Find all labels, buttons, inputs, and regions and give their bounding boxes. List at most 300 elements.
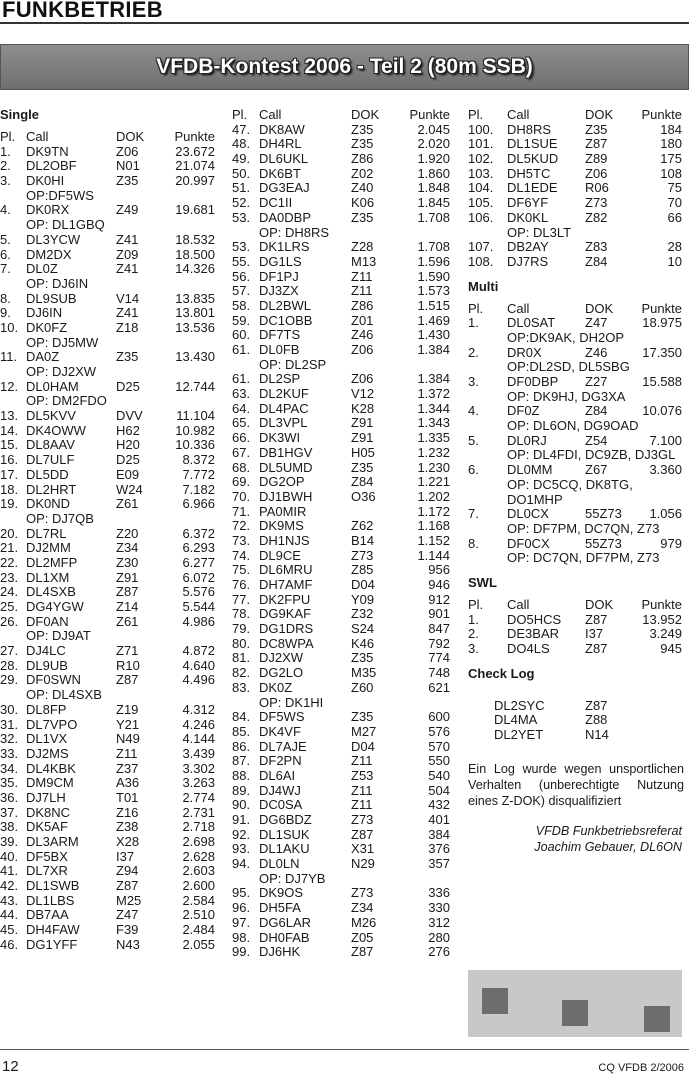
result-dok: Z35	[351, 209, 374, 225]
result-rank: 59.	[232, 312, 251, 328]
result-dok: Z49	[116, 202, 139, 218]
result-dok: Z35	[351, 650, 374, 666]
result-call: DE3BAR	[507, 626, 560, 642]
result-dok: Z11	[116, 745, 138, 761]
result-row	[232, 740, 450, 755]
result-rank: 105.	[468, 195, 494, 211]
result-rank: 2.	[0, 158, 11, 174]
result-rank: 53.	[232, 239, 251, 255]
result-punkte: 2.510	[182, 907, 215, 923]
result-row	[468, 375, 682, 390]
result-punkte: 3.360	[649, 462, 682, 478]
single-title: Single	[0, 107, 40, 122]
result-dok: Z46	[351, 327, 374, 343]
result-call: DH0FAB	[259, 929, 310, 945]
operator-text: OP: DL6ON, DG9OAD	[507, 418, 639, 434]
result-dok: Z84	[351, 474, 374, 490]
result-dok: Z85	[351, 562, 374, 578]
result-call: DB1HGV	[259, 444, 313, 460]
result-dok: Z86	[351, 151, 374, 167]
result-call: DH8RS	[507, 121, 552, 137]
result-row	[232, 651, 450, 666]
result-dok: Z71	[116, 643, 139, 659]
result-dok: Z46	[585, 344, 608, 360]
result-dok: Z35	[351, 709, 374, 725]
operator-text: OP: DJ6IN	[26, 275, 89, 291]
result-call: DF0Z	[507, 403, 540, 419]
result-rank: 53.	[232, 209, 251, 225]
disqualification-note: Ein Log wurde wegen unsportlichen Verhalten (unberechtigte Nutzung eines Z-DOK) disqualifiziert	[468, 761, 684, 808]
result-rank: 38.	[0, 819, 19, 835]
result-punkte: 108	[660, 165, 682, 181]
result-rank: 9.	[0, 305, 11, 321]
result-dok: DVV	[116, 408, 143, 424]
header-punkte: Punkte	[174, 129, 215, 144]
result-row	[0, 233, 215, 248]
result-row	[232, 784, 450, 799]
result-call: DC0SA	[259, 797, 303, 813]
result-rank: 68.	[232, 459, 251, 475]
result-dok: I37	[585, 626, 604, 642]
result-call: DF5WS	[259, 709, 305, 725]
result-punkte: 3.302	[182, 760, 215, 776]
result-rank: 76.	[232, 577, 251, 592]
result-row	[0, 820, 215, 835]
result-call: DL7ULF	[26, 452, 75, 468]
result-call: DG9KAF	[259, 606, 312, 622]
result-call: DR0X	[507, 344, 542, 360]
result-row	[232, 123, 450, 138]
result-call: DM2DX	[26, 246, 72, 262]
result-punkte: 4.246	[182, 716, 215, 732]
result-punkte: 4.312	[182, 701, 215, 717]
result-rank: 92.	[232, 826, 251, 842]
result-row	[232, 505, 450, 520]
result-punkte: 1.845	[417, 195, 450, 211]
result-call: DG3EAJ	[259, 180, 310, 196]
result-dok: Z16	[116, 804, 139, 820]
result-punkte: 1.230	[417, 459, 450, 475]
result-rank: 1.	[468, 315, 479, 331]
result-rank: 61.	[232, 342, 251, 357]
result-punkte: 7.182	[182, 481, 215, 497]
operator-line	[0, 218, 215, 233]
result-punkte: 1.344	[417, 400, 450, 416]
result-call: DM9CM	[26, 775, 74, 791]
result-dok: Z35	[116, 173, 139, 189]
result-dok: Z53	[351, 767, 374, 783]
result-rank: 29.	[0, 672, 19, 688]
result-dok: 55Z73	[585, 535, 622, 551]
result-dok: Z11	[351, 268, 373, 284]
result-call: DA0Z	[26, 349, 60, 365]
result-dok: T01	[116, 789, 139, 805]
result-call: DL4KBK	[26, 760, 76, 776]
result-row	[232, 637, 450, 652]
result-rank: 16.	[0, 452, 19, 468]
header-call: Call	[26, 129, 49, 144]
result-rank: 25.	[0, 599, 19, 614]
result-punkte: 15.588	[642, 374, 682, 389]
result-call: DK0KL	[507, 209, 549, 225]
result-call: DJ4WJ	[259, 782, 301, 798]
result-rank: 36.	[0, 789, 19, 805]
result-call: DL0MM	[507, 462, 553, 478]
result-dok: Z27	[585, 374, 608, 389]
result-call: DL0CX	[507, 506, 549, 522]
result-row	[0, 468, 215, 483]
result-rank: 2.	[468, 344, 479, 360]
result-dok: Z87	[116, 672, 139, 688]
result-call: DL1SUK	[259, 826, 310, 842]
result-rank: 91.	[232, 812, 251, 827]
header-call: Call	[507, 596, 530, 612]
result-rank: 11.	[0, 349, 18, 365]
result-punkte: 18.500	[175, 246, 215, 262]
result-row	[0, 321, 215, 336]
result-call: DK9TN	[26, 143, 69, 159]
result-rank: 104.	[468, 180, 494, 196]
result-row	[232, 857, 450, 872]
result-dok: M35	[351, 665, 377, 681]
page-number: 12	[2, 1058, 19, 1075]
result-call: DL0HAM	[26, 378, 79, 394]
result-row	[232, 387, 450, 402]
checklog-row	[468, 713, 682, 728]
result-punkte: 540	[428, 767, 450, 783]
result-rank: 2.	[468, 626, 479, 642]
result-rank: 1.	[0, 143, 11, 159]
result-row	[468, 123, 682, 138]
result-rank: 89.	[232, 782, 251, 798]
result-rank: 73.	[232, 532, 251, 548]
result-call: DJ1BWH	[259, 488, 313, 504]
result-punkte: 184	[660, 121, 682, 137]
result-rank: 106.	[468, 209, 494, 225]
result-rank: 1.	[468, 611, 479, 627]
operator-line	[232, 358, 450, 373]
result-dok: B14	[351, 532, 375, 548]
result-call: DL5DD	[26, 466, 69, 482]
result-rank: 43.	[0, 892, 19, 908]
result-row	[468, 211, 682, 226]
result-call: DL1XM	[26, 569, 70, 585]
operator-text: OP: DL4FDI, DC9ZB, DJ3GL	[507, 447, 676, 463]
result-dok: M27	[351, 723, 377, 739]
result-dok: K46	[351, 635, 375, 651]
result-rank: 7.	[468, 506, 479, 522]
result-row	[232, 578, 450, 593]
result-punkte: 66	[667, 209, 682, 225]
result-row	[0, 571, 215, 586]
result-rank: 100.	[468, 121, 494, 137]
result-dok: Z83	[585, 239, 608, 255]
result-rank: 85.	[232, 723, 251, 739]
result-row	[232, 593, 450, 608]
result-punkte: 3.263	[182, 775, 215, 791]
result-punkte: 600	[428, 709, 450, 725]
results-column-1	[0, 108, 215, 953]
operator-line	[0, 365, 215, 380]
result-punkte: 1.708	[417, 209, 450, 225]
result-row	[232, 284, 450, 299]
result-call: DL5KVV	[26, 408, 76, 424]
result-rank: 32.	[0, 731, 19, 747]
result-call: DL5KUD	[507, 151, 559, 167]
result-row	[232, 798, 450, 813]
result-rank: 33.	[0, 745, 19, 761]
result-dok: D25	[116, 452, 140, 468]
result-rank: 79.	[232, 621, 251, 637]
result-punkte: 6.072	[182, 569, 215, 585]
result-call: DG1YFF	[26, 936, 78, 952]
result-rank: 81.	[232, 650, 251, 666]
operator-text: OP: DL3LT	[507, 224, 572, 240]
operator-text: OP:DK9AK, DH2OP	[507, 329, 625, 345]
result-call: DG4YGW	[26, 599, 84, 614]
result-dok: X31	[351, 841, 375, 857]
result-dok: V14	[116, 290, 140, 306]
multi-list	[468, 316, 682, 566]
result-row	[468, 152, 682, 167]
result-dok: Z40	[351, 180, 374, 196]
result-dok: N29	[351, 856, 375, 872]
result-rank: 90.	[232, 797, 251, 813]
result-rank: 14.	[0, 422, 19, 438]
result-row	[468, 627, 682, 642]
operator-line	[468, 522, 682, 537]
result-row	[0, 879, 215, 894]
result-rank: 46.	[0, 936, 19, 952]
operator-line	[232, 226, 450, 241]
result-row	[468, 434, 682, 449]
result-call: DG6BDZ	[259, 812, 312, 827]
result-rank: 3.	[468, 374, 479, 389]
result-rank: 15.	[0, 437, 19, 453]
result-punkte: 432	[428, 797, 450, 813]
result-punkte: 1.920	[417, 151, 450, 167]
operator-line	[0, 629, 215, 644]
single-list-2	[232, 123, 450, 960]
result-row	[232, 754, 450, 769]
result-dok: S24	[351, 621, 375, 637]
result-punkte: 2.600	[182, 878, 215, 894]
result-row	[232, 211, 450, 226]
result-call: DL2KUF	[259, 386, 309, 402]
result-row	[0, 923, 215, 938]
result-punkte: 19.681	[175, 202, 215, 218]
result-rank: 84.	[232, 709, 251, 725]
result-rank: 24.	[0, 584, 19, 600]
result-dok: A36	[116, 775, 140, 791]
result-rank: 61.	[232, 371, 251, 387]
result-dok: R06	[585, 180, 609, 196]
result-punkte: 12.744	[175, 378, 215, 394]
result-rank: 31.	[0, 716, 19, 732]
result-dok: Z87	[585, 641, 608, 656]
result-dok: O36	[351, 488, 376, 504]
result-row	[0, 600, 215, 615]
result-call: DL6AI	[259, 767, 296, 783]
result-dok: Z11	[351, 797, 373, 813]
result-row	[232, 549, 450, 564]
result-dok: M25	[116, 892, 142, 908]
result-punkte: 979	[660, 535, 682, 551]
signature-line-1: VFDB Funkbetriebsreferat	[535, 823, 682, 838]
checklog-call: DL2SYC	[494, 697, 545, 713]
result-punkte: 1.860	[417, 165, 450, 181]
results-column-3	[468, 108, 682, 855]
operator-text: OP: DC7QN, DF7PM, Z73	[507, 550, 660, 566]
result-call: DL2SP	[259, 371, 301, 387]
result-call: DK4OWW	[26, 422, 86, 438]
decorative-square	[562, 1000, 588, 1026]
result-dok: Z47	[585, 315, 608, 331]
operator-text: OP: DJ7YB	[259, 870, 326, 886]
checklog-row	[468, 728, 682, 743]
result-dok: Z47	[116, 907, 139, 923]
table-header	[468, 302, 682, 317]
result-dok: Z20	[116, 525, 139, 541]
result-call: DL1LBS	[26, 892, 75, 908]
result-rank: 55.	[232, 253, 251, 269]
operator-line	[0, 512, 215, 527]
result-rank: 4.	[0, 202, 11, 218]
operator-line	[468, 419, 682, 434]
result-punkte: 847	[428, 621, 450, 637]
result-punkte: 3.249	[649, 626, 682, 642]
result-punkte: 1.384	[417, 342, 450, 357]
results-column-2	[232, 108, 450, 960]
result-row	[232, 607, 450, 622]
result-row	[232, 725, 450, 740]
result-row	[232, 343, 450, 358]
result-rank: 93.	[232, 841, 251, 857]
result-dok: H62	[116, 422, 140, 438]
result-punkte: 14.326	[175, 261, 215, 277]
result-rank: 13.	[0, 408, 19, 424]
result-row	[232, 490, 450, 505]
result-punkte: 2.628	[182, 848, 215, 864]
operator-line	[0, 277, 215, 292]
result-dok: Z11	[351, 782, 373, 798]
swl-title: SWL	[468, 574, 497, 590]
result-punkte: 1.168	[417, 518, 450, 534]
result-dok: R10	[116, 657, 140, 673]
result-row	[468, 167, 682, 182]
result-punkte: 1.590	[417, 268, 450, 284]
result-dok: Z87	[585, 611, 608, 627]
result-punkte: 2.484	[182, 922, 215, 938]
result-dok: Z87	[585, 136, 608, 152]
result-punkte: 1.596	[417, 253, 450, 269]
result-punkte: 4.144	[182, 731, 215, 747]
result-call: DC1II	[259, 195, 293, 211]
result-row	[232, 901, 450, 916]
result-punkte: 180	[660, 136, 682, 152]
result-dok: D04	[351, 738, 375, 754]
result-row	[232, 534, 450, 549]
result-row	[232, 431, 450, 446]
result-rank: 10.	[0, 319, 19, 335]
result-call: DL5UMD	[259, 459, 313, 475]
result-punkte: 1.384	[417, 371, 450, 387]
result-rank: 21.	[0, 540, 19, 556]
result-row	[0, 262, 215, 277]
result-dok: Z84	[585, 253, 608, 269]
result-rank: 74.	[232, 547, 251, 563]
result-rank: 20.	[0, 525, 19, 541]
single-list-1	[0, 145, 215, 953]
header-pl: Pl.	[468, 596, 484, 612]
result-row	[232, 681, 450, 696]
result-row	[0, 806, 215, 821]
result-dok: 55Z73	[585, 506, 622, 522]
result-punkte: 21.074	[175, 158, 215, 174]
result-rank: 30.	[0, 701, 19, 717]
result-punkte: 1.469	[417, 312, 450, 328]
result-row	[0, 938, 215, 953]
result-row	[0, 409, 215, 424]
result-punkte: 945	[660, 641, 682, 656]
result-punkte: 75	[667, 180, 682, 196]
result-call: DJ3ZX	[259, 283, 299, 299]
result-row	[232, 931, 450, 946]
result-call: DK3WI	[259, 430, 301, 446]
header-pl: Pl.	[468, 107, 484, 122]
result-dok: Z91	[351, 415, 374, 431]
operator-line	[468, 478, 682, 493]
result-row	[468, 316, 682, 331]
result-row	[0, 203, 215, 218]
result-call: DL2MFP	[26, 554, 78, 570]
result-rank: 69.	[232, 474, 251, 490]
result-dok: Z19	[116, 701, 139, 717]
result-dok: Z38	[116, 819, 139, 835]
result-row	[0, 615, 215, 630]
result-punkte: 17.350	[642, 344, 682, 360]
result-dok: F39	[116, 922, 139, 938]
result-punkte: 2.698	[182, 834, 215, 849]
result-rank: 19.	[0, 496, 19, 512]
operator-line	[232, 872, 450, 887]
result-punkte: 1.848	[417, 180, 450, 196]
result-call: DL0FB	[259, 342, 300, 357]
result-call: DL1EDE	[507, 180, 558, 196]
result-row	[0, 659, 215, 674]
result-rank: 7.	[0, 261, 11, 277]
result-rank: 41.	[0, 863, 19, 879]
result-punkte: 2.020	[417, 136, 450, 152]
table-header	[468, 598, 682, 613]
operator-text: OP: DL4SXB	[26, 687, 102, 703]
result-row	[468, 507, 682, 522]
result-punkte: 1.152	[417, 532, 450, 548]
result-call: DB2AY	[507, 239, 549, 255]
result-row	[468, 404, 682, 419]
result-dok: Z06	[585, 165, 608, 181]
result-row	[0, 145, 215, 160]
operator-text: OP: DC5CQ, DK8TG,	[507, 476, 633, 492]
result-dok: W24	[116, 481, 143, 497]
result-call: DC1OBB	[259, 312, 313, 328]
result-call: DB7AA	[26, 907, 69, 923]
result-punkte: 6.293	[182, 540, 215, 556]
result-rank: 6.	[468, 462, 479, 478]
result-punkte: 1.343	[417, 415, 450, 431]
result-rank: 52.	[232, 195, 251, 211]
result-row	[232, 945, 450, 960]
